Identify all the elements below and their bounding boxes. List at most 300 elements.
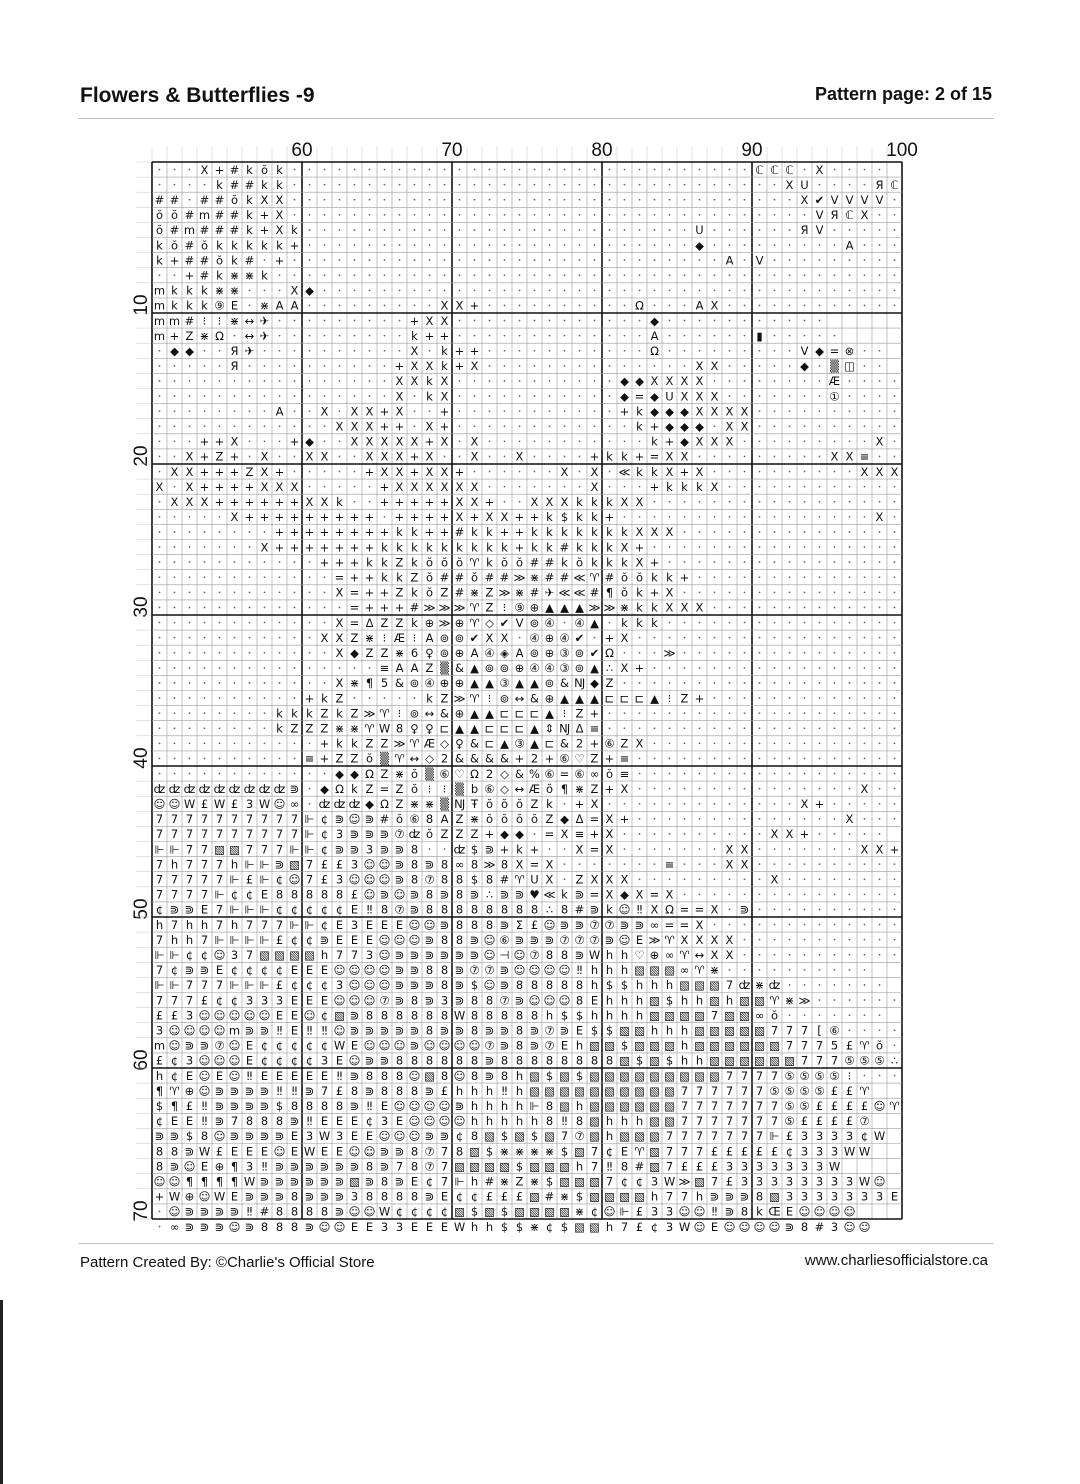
empty-cell-dot: [714, 471, 716, 473]
stitch-symbol: W: [213, 796, 226, 811]
stitch-symbol: $: [515, 1219, 524, 1234]
empty-cell-dot: [234, 591, 236, 593]
stitch-symbol: $: [500, 1129, 509, 1144]
stitch-symbol: ⊩: [244, 978, 255, 993]
stitch-symbol: ☺: [363, 1038, 376, 1053]
row-label: 70: [131, 1200, 152, 1223]
stitch-symbol: h: [605, 1008, 614, 1023]
stitch-symbol: 3: [380, 1114, 389, 1129]
stitch-symbol: ✈: [259, 328, 270, 343]
empty-cell-dot: [489, 365, 491, 367]
empty-cell-dot: [744, 184, 746, 186]
stitch-symbol: 7: [740, 1068, 749, 1083]
stitch-symbol: 8: [395, 721, 404, 736]
empty-cell-dot: [534, 320, 536, 322]
stitch-symbol: #: [184, 313, 195, 328]
empty-cell-dot: [834, 924, 836, 926]
stitch-symbol: ✔: [574, 630, 585, 645]
stitch-symbol: ☺: [378, 963, 391, 978]
stitch-symbol: 8: [470, 1068, 479, 1083]
stitch-symbol: ʣ: [738, 978, 751, 993]
empty-cell-dot: [639, 727, 641, 729]
stitch-symbol: ∴: [485, 887, 494, 902]
empty-cell-dot: [324, 244, 326, 246]
empty-cell-dot: [654, 501, 656, 503]
stitch-symbol: ¢: [545, 1219, 554, 1234]
stitch-symbol: ⋑: [499, 887, 510, 902]
empty-cell-dot: [159, 395, 161, 397]
empty-cell-dot: [474, 214, 476, 216]
empty-cell-dot: [879, 546, 881, 548]
empty-cell-dot: [219, 697, 221, 699]
empty-cell-dot: [759, 576, 761, 578]
stitch-symbol: ⋑: [349, 1023, 360, 1038]
stitch-symbol: ☺: [303, 1008, 316, 1023]
stitch-symbol: ▧: [664, 1038, 675, 1053]
stitch-symbol: k: [441, 343, 448, 358]
stitch-symbol: ∞: [679, 963, 690, 978]
stitch-symbol: ⋇: [244, 268, 255, 283]
empty-cell-dot: [729, 833, 731, 835]
empty-cell-dot: [759, 561, 761, 563]
empty-cell-dot: [684, 305, 686, 307]
stitch-symbol: ∞: [289, 796, 300, 811]
empty-cell-dot: [579, 184, 581, 186]
empty-cell-dot: [744, 833, 746, 835]
stitch-symbol: k: [261, 177, 268, 192]
stitch-symbol: £: [245, 872, 254, 887]
stitch-symbol: h: [665, 978, 674, 993]
empty-cell-dot: [159, 350, 161, 352]
stitch-symbol: E: [290, 1068, 299, 1083]
stitch-symbol: ▧: [739, 1038, 750, 1053]
empty-cell-dot: [684, 893, 686, 895]
stitch-symbol: k: [516, 842, 523, 857]
stitch-symbol: h: [485, 1114, 494, 1129]
empty-cell-dot: [639, 833, 641, 835]
stitch-symbol: ④: [529, 661, 540, 676]
empty-cell-dot: [564, 440, 566, 442]
empty-cell-dot: [894, 456, 896, 458]
stitch-symbol: 8: [470, 1053, 479, 1068]
empty-cell-dot: [594, 259, 596, 261]
stitch-symbol: ▧: [589, 1083, 600, 1098]
stitch-symbol: £: [815, 1098, 824, 1113]
stitch-symbol: k: [171, 283, 178, 298]
empty-cell-dot: [654, 848, 656, 850]
empty-cell-dot: [324, 652, 326, 654]
stitch-symbol: X: [590, 872, 599, 887]
empty-cell-dot: [669, 788, 671, 790]
stitch-symbol: k: [261, 238, 268, 253]
empty-cell-dot: [264, 576, 266, 578]
empty-cell-dot: [819, 818, 821, 820]
stitch-symbol: ⁝: [382, 630, 387, 645]
empty-cell-dot: [414, 244, 416, 246]
stitch-symbol: ✔: [814, 192, 825, 207]
stitch-symbol: =: [589, 887, 600, 902]
empty-cell-dot: [324, 274, 326, 276]
stitch-symbol: ʣ: [408, 827, 421, 842]
empty-cell-dot: [309, 425, 311, 427]
stitch-symbol: 7: [245, 917, 254, 932]
stitch-symbol: ☺: [873, 1174, 886, 1189]
empty-cell-dot: [324, 289, 326, 291]
stitch-symbol: ☺: [168, 796, 181, 811]
empty-cell-dot: [744, 954, 746, 956]
empty-cell-dot: [849, 939, 851, 941]
empty-cell-dot: [864, 259, 866, 261]
stitch-symbol: k: [651, 434, 658, 449]
empty-cell-dot: [309, 305, 311, 307]
stitch-symbol: ⋑: [424, 1083, 435, 1098]
empty-cell-dot: [624, 803, 626, 805]
stitch-symbol: ≫: [438, 615, 451, 630]
stitch-symbol: ♈: [769, 993, 780, 1008]
stitch-symbol: ‼: [336, 1068, 343, 1083]
stitch-symbol: +: [379, 419, 390, 434]
stitch-symbol: ¢: [320, 917, 329, 932]
empty-cell-dot: [834, 576, 836, 578]
empty-cell-dot: [744, 531, 746, 533]
stitch-symbol: 7: [230, 827, 239, 842]
empty-cell-dot: [729, 244, 731, 246]
stitch-symbol: +: [289, 510, 300, 525]
stitch-symbol: ¶: [560, 781, 569, 796]
stitch-symbol: =: [634, 389, 645, 404]
empty-cell-dot: [864, 1075, 866, 1077]
stitch-symbol: ⋑: [439, 947, 450, 962]
empty-cell-dot: [894, 305, 896, 307]
stitch-symbol: ⑥: [499, 932, 510, 947]
empty-cell-dot: [399, 229, 401, 231]
empty-cell-dot: [474, 229, 476, 231]
stitch-symbol: ⑦: [424, 1144, 435, 1159]
stitch-symbol: h: [320, 947, 329, 962]
empty-cell-dot: [324, 395, 326, 397]
empty-cell-dot: [504, 440, 506, 442]
empty-cell-dot: [654, 365, 656, 367]
stitch-symbol: X: [470, 434, 479, 449]
empty-cell-dot: [714, 773, 716, 775]
empty-cell-dot: [729, 456, 731, 458]
stitch-symbol: ▒: [440, 796, 449, 811]
empty-cell-dot: [249, 410, 251, 412]
empty-cell-dot: [534, 833, 536, 835]
stitch-symbol: ◇: [485, 615, 494, 630]
empty-cell-dot: [654, 244, 656, 246]
empty-cell-dot: [714, 259, 716, 261]
stitch-symbol: ⑦: [544, 1023, 555, 1038]
stitch-symbol: +: [349, 555, 360, 570]
stitch-symbol: ⋑: [394, 872, 405, 887]
stitch-symbol: ⑤: [874, 1053, 885, 1068]
stitch-symbol: m: [153, 328, 166, 343]
empty-cell-dot: [234, 561, 236, 563]
stitch-symbol: +: [334, 555, 345, 570]
empty-cell-dot: [324, 576, 326, 578]
stitch-symbol: £: [335, 857, 344, 872]
stitch-symbol: 8: [560, 978, 569, 993]
empty-cell-dot: [174, 773, 176, 775]
empty-cell-dot: [174, 440, 176, 442]
stitch-symbol: A: [425, 630, 434, 645]
stitch-symbol: Я: [830, 208, 839, 223]
empty-cell-dot: [744, 274, 746, 276]
stitch-symbol: ✈: [244, 343, 255, 358]
stitch-symbol: +: [229, 479, 240, 494]
empty-cell-dot: [189, 742, 191, 744]
stitch-symbol: $: [665, 993, 674, 1008]
empty-cell-dot: [204, 365, 206, 367]
stitch-symbol: ✔: [499, 615, 510, 630]
empty-cell-dot: [264, 591, 266, 593]
stitch-symbol: ⋇: [394, 766, 405, 781]
empty-cell-dot: [489, 471, 491, 473]
stitch-symbol: k: [651, 615, 658, 630]
stitch-symbol: ③: [559, 661, 570, 676]
stitch-symbol: 3: [350, 917, 359, 932]
empty-cell-dot: [894, 516, 896, 518]
empty-cell-dot: [849, 909, 851, 911]
stitch-symbol: k: [696, 479, 703, 494]
stitch-symbol: ↔: [514, 781, 525, 796]
empty-cell-dot: [414, 184, 416, 186]
empty-cell-dot: [894, 682, 896, 684]
stitch-symbol: ≫: [588, 600, 601, 615]
stitch-symbol: #: [529, 585, 540, 600]
empty-cell-dot: [849, 531, 851, 533]
empty-cell-dot: [279, 440, 281, 442]
empty-cell-dot: [459, 380, 461, 382]
stitch-symbol: X: [350, 419, 359, 434]
empty-cell-dot: [294, 350, 296, 352]
stitch-symbol: ¢: [365, 1114, 374, 1129]
stitch-symbol: £: [350, 887, 359, 902]
empty-cell-dot: [309, 803, 311, 805]
empty-cell-dot: [699, 773, 701, 775]
empty-cell-dot: [294, 758, 296, 760]
stitch-symbol: 2: [530, 751, 539, 766]
empty-cell-dot: [684, 637, 686, 639]
empty-cell-dot: [789, 365, 791, 367]
empty-cell-dot: [834, 184, 836, 186]
empty-cell-dot: [684, 320, 686, 322]
stitch-symbol: ⊩: [289, 917, 300, 932]
empty-cell-dot: [309, 199, 311, 201]
empty-cell-dot: [774, 697, 776, 699]
stitch-symbol: ⋑: [394, 1023, 405, 1038]
stitch-symbol: ⊩: [304, 827, 315, 842]
empty-cell-dot: [759, 667, 761, 669]
stitch-symbol: ▲: [470, 706, 479, 721]
empty-cell-dot: [369, 244, 371, 246]
empty-cell-dot: [159, 410, 161, 412]
stitch-symbol: £: [770, 1144, 779, 1159]
stitch-symbol: ▧: [454, 1159, 465, 1174]
stitch-symbol: £: [335, 1083, 344, 1098]
stitch-symbol: #: [499, 570, 510, 585]
stitch-symbol: ⋑: [304, 1174, 315, 1189]
empty-cell-dot: [699, 561, 701, 563]
stitch-symbol: ☺: [528, 993, 541, 1008]
empty-cell-dot: [174, 697, 176, 699]
empty-cell-dot: [624, 229, 626, 231]
stitch-symbol: k: [471, 540, 478, 555]
empty-cell-dot: [609, 380, 611, 382]
empty-cell-dot: [684, 169, 686, 171]
stitch-symbol: #: [484, 570, 495, 585]
empty-cell-dot: [474, 244, 476, 246]
empty-cell-dot: [579, 440, 581, 442]
stitch-symbol: k: [426, 389, 433, 404]
empty-cell-dot: [714, 924, 716, 926]
stitch-symbol: ⁝: [487, 691, 492, 706]
stitch-symbol: 3: [185, 1053, 194, 1068]
empty-cell-dot: [354, 667, 356, 669]
empty-cell-dot: [294, 591, 296, 593]
stitch-symbol: m: [228, 1023, 241, 1038]
stitch-symbol: ⋑: [289, 1159, 300, 1174]
empty-cell-dot: [684, 727, 686, 729]
empty-cell-dot: [219, 742, 221, 744]
empty-cell-dot: [729, 818, 731, 820]
empty-cell-dot: [759, 274, 761, 276]
stitch-symbol: ¢: [320, 978, 329, 993]
stitch-symbol: k: [336, 736, 343, 751]
empty-cell-dot: [699, 622, 701, 624]
empty-cell-dot: [834, 289, 836, 291]
stitch-symbol: #: [244, 177, 255, 192]
empty-cell-dot: [834, 652, 836, 654]
stitch-symbol: #: [604, 570, 615, 585]
stitch-symbol: +: [229, 494, 240, 509]
stitch-symbol: 8: [410, 993, 419, 1008]
empty-cell-dot: [849, 395, 851, 397]
empty-cell-dot: [714, 652, 716, 654]
empty-cell-dot: [579, 320, 581, 322]
empty-cell-dot: [789, 440, 791, 442]
stitch-symbol: 8: [410, 842, 419, 857]
empty-cell-dot: [879, 456, 881, 458]
stitch-symbol: ⋑: [274, 857, 285, 872]
empty-cell-dot: [714, 576, 716, 578]
stitch-symbol: E: [365, 932, 374, 947]
stitch-symbol: $: [485, 1144, 494, 1159]
stitch-symbol: ⋑: [439, 887, 450, 902]
stitch-symbol: #: [814, 1219, 825, 1234]
empty-cell-dot: [249, 667, 251, 669]
stitch-symbol: ℂ: [845, 208, 854, 223]
empty-cell-dot: [819, 622, 821, 624]
stitch-symbol: 7: [305, 857, 314, 872]
stitch-symbol: ⋑: [454, 993, 465, 1008]
stitch-symbol: ☺: [723, 1219, 736, 1234]
empty-cell-dot: [669, 561, 671, 563]
stitch-symbol: X: [470, 449, 479, 464]
stitch-symbol: ♈: [679, 947, 690, 962]
stitch-symbol: +: [259, 208, 270, 223]
stitch-symbol: +: [379, 525, 390, 540]
empty-cell-dot: [279, 591, 281, 593]
empty-cell-dot: [189, 365, 191, 367]
stitch-symbol: 8: [155, 1144, 164, 1159]
stitch-symbol: ¢: [860, 1129, 869, 1144]
empty-cell-dot: [489, 169, 491, 171]
stitch-symbol: ☺: [243, 1008, 256, 1023]
stitch-symbol: £: [440, 1083, 449, 1098]
empty-cell-dot: [219, 667, 221, 669]
stitch-symbol: h: [500, 1098, 509, 1113]
stitch-symbol: =: [544, 827, 555, 842]
stitch-symbol: X: [770, 827, 779, 842]
stitch-symbol: ℂ: [770, 162, 779, 177]
stitch-symbol: ▧: [604, 1038, 615, 1053]
stitch-symbol: k: [321, 691, 328, 706]
empty-cell-dot: [384, 365, 386, 367]
stitch-symbol: E: [230, 1189, 239, 1204]
empty-cell-dot: [459, 274, 461, 276]
empty-cell-dot: [249, 637, 251, 639]
empty-cell-dot: [309, 742, 311, 744]
stitch-symbol: X: [740, 842, 749, 857]
stitch-symbol: ⋇: [229, 313, 240, 328]
stitch-symbol: ⋑: [619, 917, 630, 932]
stitch-symbol: ♈: [169, 1083, 180, 1098]
stitch-symbol: Ω: [665, 902, 674, 917]
stitch-symbol: ⊚: [484, 661, 495, 676]
stitch-symbol: k: [231, 238, 238, 253]
empty-cell-dot: [849, 501, 851, 503]
stitch-symbol: X: [725, 857, 734, 872]
stitch-symbol: Z: [350, 706, 359, 721]
empty-cell-dot: [879, 350, 881, 352]
stitch-symbol: £: [275, 932, 284, 947]
empty-cell-dot: [564, 622, 566, 624]
empty-cell-dot: [789, 622, 791, 624]
stitch-symbol: 8: [170, 1144, 179, 1159]
stitch-symbol: X: [395, 404, 404, 419]
stitch-symbol: 7: [710, 1098, 719, 1113]
stitch-symbol: ♈: [469, 600, 480, 615]
empty-cell-dot: [804, 954, 806, 956]
empty-cell-dot: [594, 335, 596, 337]
stitch-symbol: ▧: [649, 1008, 660, 1023]
empty-cell-dot: [789, 561, 791, 563]
empty-cell-dot: [639, 289, 641, 291]
stitch-symbol: ⁝: [562, 706, 567, 721]
stitch-symbol: 7: [755, 1068, 764, 1083]
stitch-symbol: 8: [275, 1204, 284, 1219]
empty-cell-dot: [564, 863, 566, 865]
pattern-grid: [130, 140, 930, 1234]
empty-cell-dot: [819, 244, 821, 246]
empty-cell-dot: [174, 410, 176, 412]
stitch-symbol: ⋇: [574, 781, 585, 796]
stitch-symbol: +: [469, 510, 480, 525]
empty-cell-dot: [564, 259, 566, 261]
stitch-symbol: ▧: [694, 978, 705, 993]
empty-cell-dot: [414, 410, 416, 412]
stitch-symbol: 8: [515, 1053, 524, 1068]
stitch-symbol: ⋑: [289, 781, 300, 796]
stitch-symbol: X: [860, 464, 869, 479]
stitch-symbol: +: [259, 223, 270, 238]
stitch-symbol: +: [289, 540, 300, 555]
stitch-symbol: ▧: [514, 1129, 525, 1144]
stitch-symbol: E: [365, 917, 374, 932]
stitch-symbol: ♈: [379, 706, 390, 721]
